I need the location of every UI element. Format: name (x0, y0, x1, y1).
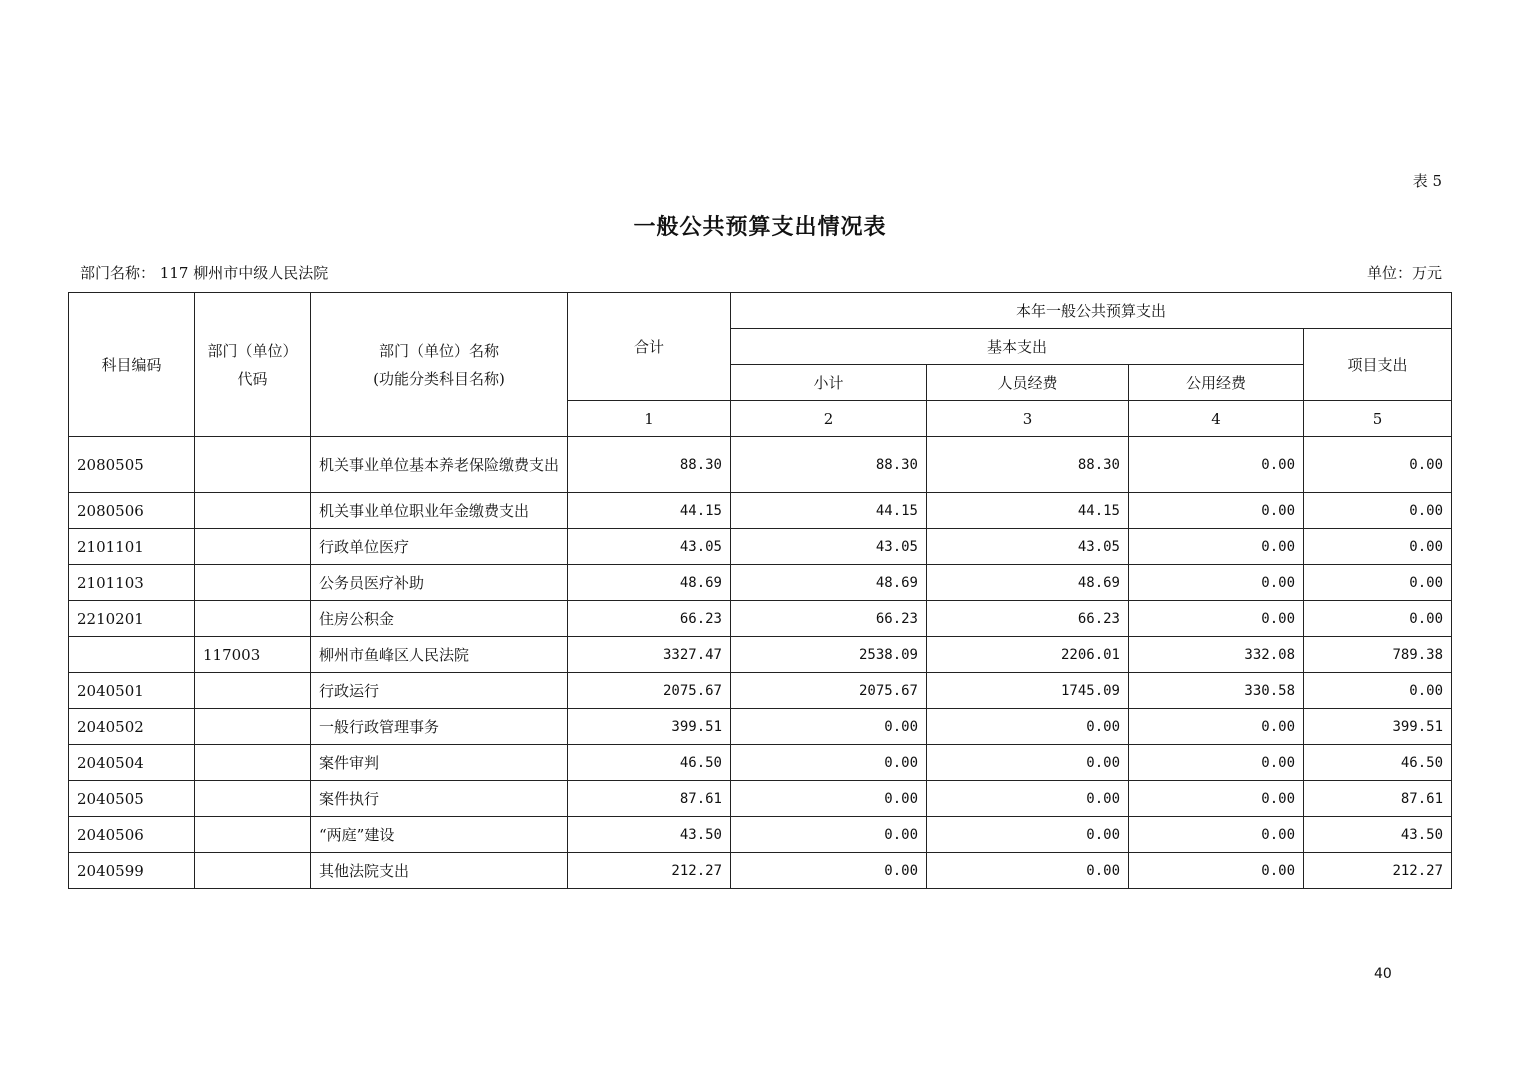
page-number: 40 (1374, 966, 1392, 982)
cell-dept-code (195, 817, 311, 853)
cell-public: 0.00 (1129, 781, 1304, 817)
cell-dept-code (195, 745, 311, 781)
cell-subject-code: 2040502 (69, 709, 195, 745)
cell-total: 87.61 (568, 781, 731, 817)
cell-subtotal: 0.00 (731, 781, 927, 817)
cell-personnel: 0.00 (927, 745, 1129, 781)
cell-subtotal: 66.23 (731, 601, 927, 637)
cell-total: 212.27 (568, 853, 731, 889)
cell-personnel: 0.00 (927, 853, 1129, 889)
col-dept-name-line1: 部门（单位）名称 (378, 341, 499, 360)
table-number: 表 5 (1412, 172, 1442, 190)
cell-total: 48.69 (568, 565, 731, 601)
cell-dept-code (195, 673, 311, 709)
cell-total: 43.50 (568, 817, 731, 853)
cell-name: 住房公积金 (311, 601, 568, 637)
cell-project: 789.38 (1304, 637, 1452, 673)
cell-subject-code: 2080506 (69, 493, 195, 529)
cell-subtotal: 0.00 (731, 745, 927, 781)
cell-name: 行政单位医疗 (311, 529, 568, 565)
table-row (69, 817, 1452, 853)
cell-dept-code (195, 565, 311, 601)
cell-personnel: 0.00 (927, 781, 1129, 817)
col-dept-code-line2: 代码 (237, 369, 268, 388)
col-public: 公用经费 (1129, 365, 1304, 401)
cell-public: 0.00 (1129, 565, 1304, 601)
cell-dept-code (195, 709, 311, 745)
cell-dept-code (195, 437, 311, 493)
department-line (80, 262, 328, 283)
cell-subject-code: 2040504 (69, 745, 195, 781)
cell-name: 案件执行 (311, 781, 568, 817)
col-index-5: 5 (1304, 401, 1452, 437)
col-subject-code: 科目编码 (69, 293, 195, 437)
cell-subtotal: 0.00 (731, 853, 927, 889)
cell-personnel: 88.30 (927, 437, 1129, 493)
cell-personnel: 2206.01 (927, 637, 1129, 673)
cell-public: 0.00 (1129, 493, 1304, 529)
cell-project: 87.61 (1304, 781, 1452, 817)
cell-name: 其他法院支出 (311, 853, 568, 889)
cell-dept-code (195, 853, 311, 889)
col-personnel: 人员经费 (927, 365, 1129, 401)
cell-total: 2075.67 (568, 673, 731, 709)
cell-personnel: 1745.09 (927, 673, 1129, 709)
table-row (69, 637, 1452, 673)
cell-subject-code: 2040506 (69, 817, 195, 853)
cell-subtotal: 2538.09 (731, 637, 927, 673)
cell-personnel: 66.23 (927, 601, 1129, 637)
budget-table (68, 292, 1452, 889)
cell-project: 0.00 (1304, 493, 1452, 529)
cell-total: 3327.47 (568, 637, 731, 673)
cell-public: 0.00 (1129, 817, 1304, 853)
cell-subject-code: 2040599 (69, 853, 195, 889)
cell-total: 44.15 (568, 493, 731, 529)
table-row (69, 709, 1452, 745)
cell-subject-code: 2101103 (69, 565, 195, 601)
cell-personnel: 0.00 (927, 709, 1129, 745)
cell-name: 案件审判 (311, 745, 568, 781)
col-subtotal: 小计 (731, 365, 927, 401)
col-dept-name-line2: (功能分类科目名称) (373, 369, 505, 388)
department-value: 117 柳州市中级人民法院 (159, 264, 329, 282)
table-row (69, 853, 1452, 889)
cell-project: 0.00 (1304, 601, 1452, 637)
cell-dept-code (195, 493, 311, 529)
col-dept-code-line1: 部门（单位） (207, 341, 298, 360)
group-basic: 基本支出 (731, 329, 1304, 365)
group-current-year: 本年一般公共预算支出 (731, 293, 1452, 329)
cell-project: 0.00 (1304, 673, 1452, 709)
cell-personnel: 43.05 (927, 529, 1129, 565)
col-dept-name (311, 293, 568, 437)
cell-subject-code: 2080505 (69, 437, 195, 493)
cell-personnel: 48.69 (927, 565, 1129, 601)
cell-public: 0.00 (1129, 745, 1304, 781)
cell-project: 399.51 (1304, 709, 1452, 745)
col-index-1: 1 (568, 401, 731, 437)
cell-total: 66.23 (568, 601, 731, 637)
cell-public: 0.00 (1129, 529, 1304, 565)
cell-name: 一般行政管理事务 (311, 709, 568, 745)
col-index-2: 2 (731, 401, 927, 437)
table-row (69, 673, 1452, 709)
col-project: 项目支出 (1304, 329, 1452, 401)
table-row (69, 437, 1452, 493)
cell-total: 88.30 (568, 437, 731, 493)
col-total: 合计 (568, 293, 731, 401)
cell-subject-code: 2040501 (69, 673, 195, 709)
table-row (69, 493, 1452, 529)
cell-project: 212.27 (1304, 853, 1452, 889)
cell-personnel: 0.00 (927, 817, 1129, 853)
cell-name: 柳州市鱼峰区人民法院 (311, 637, 568, 673)
cell-dept-code (195, 601, 311, 637)
cell-total: 399.51 (568, 709, 731, 745)
col-index-4: 4 (1129, 401, 1304, 437)
cell-name: 机关事业单位基本养老保险缴费支出 (311, 437, 568, 493)
cell-public: 0.00 (1129, 437, 1304, 493)
cell-name: 公务员医疗补助 (311, 565, 568, 601)
cell-subtotal: 88.30 (731, 437, 927, 493)
department-label: 部门名称： (80, 264, 156, 282)
cell-total: 46.50 (568, 745, 731, 781)
table-row (69, 745, 1452, 781)
table-row (69, 529, 1452, 565)
table-row (69, 781, 1452, 817)
cell-public: 0.00 (1129, 601, 1304, 637)
page-title: 一般公共预算支出情况表 (633, 214, 887, 240)
cell-subject-code: 2101101 (69, 529, 195, 565)
cell-project: 0.00 (1304, 437, 1452, 493)
cell-subtotal: 0.00 (731, 817, 927, 853)
cell-project: 46.50 (1304, 745, 1452, 781)
table-row (69, 601, 1452, 637)
cell-name: 机关事业单位职业年金缴费支出 (311, 493, 568, 529)
cell-dept-code: 117003 (195, 637, 311, 673)
col-dept-code (195, 293, 311, 437)
cell-dept-code (195, 529, 311, 565)
cell-total: 43.05 (568, 529, 731, 565)
cell-public: 0.00 (1129, 709, 1304, 745)
cell-subject-code: 2210201 (69, 601, 195, 637)
cell-subtotal: 43.05 (731, 529, 927, 565)
cell-subject-code: 2040505 (69, 781, 195, 817)
unit-label: 单位：万元 (1366, 264, 1442, 282)
cell-public: 0.00 (1129, 853, 1304, 889)
cell-public: 332.08 (1129, 637, 1304, 673)
cell-project: 0.00 (1304, 565, 1452, 601)
cell-dept-code (195, 781, 311, 817)
table-row (69, 565, 1452, 601)
cell-subtotal: 2075.67 (731, 673, 927, 709)
cell-public: 330.58 (1129, 673, 1304, 709)
cell-project: 43.50 (1304, 817, 1452, 853)
cell-subtotal: 44.15 (731, 493, 927, 529)
cell-project: 0.00 (1304, 529, 1452, 565)
col-index-3: 3 (927, 401, 1129, 437)
cell-subtotal: 48.69 (731, 565, 927, 601)
cell-subtotal: 0.00 (731, 709, 927, 745)
cell-name: “两庭”建设 (311, 817, 568, 853)
cell-subject-code (69, 637, 195, 673)
cell-personnel: 44.15 (927, 493, 1129, 529)
cell-name: 行政运行 (311, 673, 568, 709)
